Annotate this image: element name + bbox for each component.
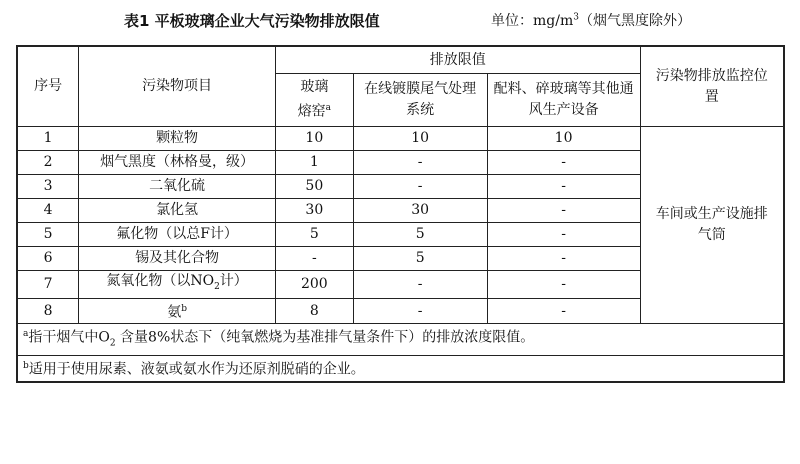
header-item: 污染物项目 bbox=[79, 46, 276, 127]
row-seq: 4 bbox=[17, 199, 79, 223]
row-c3: - bbox=[487, 151, 640, 175]
monitor-location: 车间或生产设施排气筒 bbox=[640, 127, 784, 324]
row-c1: - bbox=[275, 247, 353, 271]
row-item: 锡及其化合物 bbox=[79, 247, 276, 271]
footnote-b: $^b$适用于使用尿素、液氨或氨水作为还原剂脱硝的企业。 bbox=[17, 355, 784, 382]
table-caption bbox=[0, 0, 800, 40]
row-c3: - bbox=[487, 298, 640, 324]
row-c3: - bbox=[487, 223, 640, 247]
row-c3: 10 bbox=[487, 127, 640, 151]
row-seq: 6 bbox=[17, 247, 79, 271]
header-coating-system: 在线镀膜尾气处理系统 bbox=[353, 74, 487, 127]
row-c1: 1 bbox=[275, 151, 353, 175]
row-seq: 5 bbox=[17, 223, 79, 247]
footnote-a: $^a$指干烟气中$O_2$ 含量8%状态下（纯氧燃烧为基准排气量条件下）的排放浓度限值。 bbox=[17, 324, 784, 355]
row-item: 氮氧化物（以$NO_2$计） bbox=[79, 271, 276, 299]
row-c1: 5 bbox=[275, 223, 353, 247]
row-c3: - bbox=[487, 271, 640, 299]
row-c2: 5 bbox=[353, 223, 487, 247]
row-c3: - bbox=[487, 175, 640, 199]
row-c2: 5 bbox=[353, 247, 487, 271]
row-c1: 10 bbox=[275, 127, 353, 151]
row-c2: - bbox=[353, 175, 487, 199]
row-item: 二氧化硫 bbox=[79, 175, 276, 199]
row-seq: 8 bbox=[17, 298, 79, 324]
row-seq: 1 bbox=[17, 127, 79, 151]
header-seq: 序号 bbox=[17, 46, 79, 127]
header-monitor: 污染物排放监控位置 bbox=[640, 46, 784, 127]
row-seq: 7 bbox=[17, 271, 79, 299]
row-c2: 10 bbox=[353, 127, 487, 151]
row-item: 氯化氢 bbox=[79, 199, 276, 223]
row-item: 氨$^b$ bbox=[79, 298, 276, 324]
header-row bbox=[17, 46, 784, 74]
row-c3: - bbox=[487, 247, 640, 271]
row-c2: - bbox=[353, 298, 487, 324]
header-other-equipment: 配料、碎玻璃等其他通风生产设备 bbox=[487, 74, 640, 127]
row-c1: 30 bbox=[275, 199, 353, 223]
emission-limits-table bbox=[16, 45, 785, 383]
row-c1: 8 bbox=[275, 298, 353, 324]
row-c2: - bbox=[353, 271, 487, 299]
table-title: 表1 平板玻璃企业大气污染物排放限值 bbox=[124, 12, 380, 30]
row-c2: - bbox=[353, 151, 487, 175]
row-item: 氟化物（以总F计） bbox=[79, 223, 276, 247]
row-c1: 50 bbox=[275, 175, 353, 199]
unit-label: 单位：$mg/m^3$（烟气黑度除外） bbox=[491, 12, 691, 29]
header-glass-furnace: 玻璃熔窑$^a$ bbox=[275, 74, 353, 127]
row-seq: 2 bbox=[17, 151, 79, 175]
table-row bbox=[17, 127, 784, 151]
row-seq: 3 bbox=[17, 175, 79, 199]
row-item: 颗粒物 bbox=[79, 127, 276, 151]
row-c2: 30 bbox=[353, 199, 487, 223]
row-c1: 200 bbox=[275, 271, 353, 299]
header-limit: 排放限值 bbox=[275, 46, 640, 74]
row-item: 烟气黑度（林格曼，级） bbox=[79, 151, 276, 175]
row-c3: - bbox=[487, 199, 640, 223]
